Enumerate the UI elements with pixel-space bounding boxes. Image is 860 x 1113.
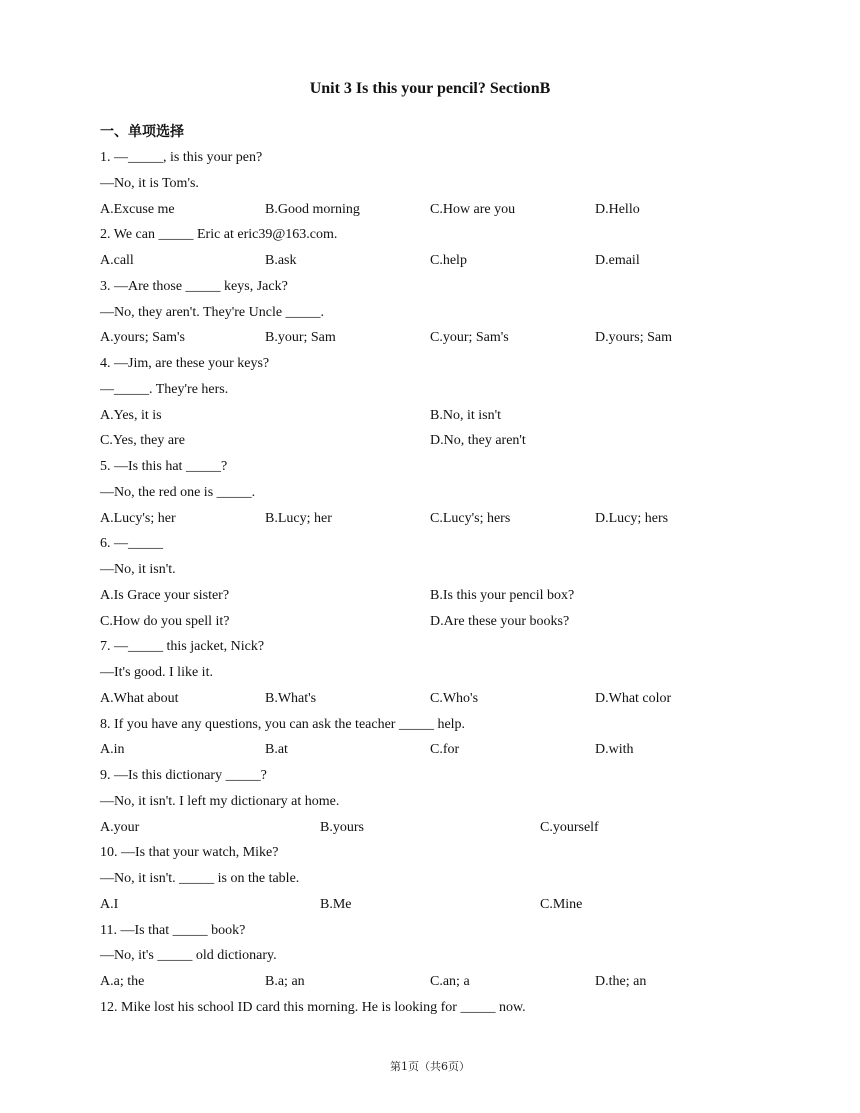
question-response-line: —No, it is Tom's. bbox=[100, 175, 199, 191]
option-d: D.with bbox=[595, 742, 634, 758]
option-c: C.Mine bbox=[540, 896, 583, 912]
option-c: C.yourself bbox=[540, 819, 599, 835]
options-row bbox=[100, 405, 780, 431]
options-row bbox=[100, 688, 780, 714]
question-8 bbox=[100, 714, 780, 766]
question-7 bbox=[100, 636, 780, 713]
question-list bbox=[100, 147, 780, 1023]
question-stem: 4. —Jim, are these your keys? bbox=[100, 356, 270, 371]
page-title: Unit 3 Is this your pencil? SectionB bbox=[309, 80, 551, 97]
option-c: C.How are you bbox=[430, 201, 516, 217]
option-d: D.Hello bbox=[595, 201, 640, 217]
question-11 bbox=[100, 920, 780, 997]
option-a: A.a; the bbox=[100, 974, 145, 989]
option-a: A.your bbox=[100, 819, 140, 835]
option-b: B.What's bbox=[265, 690, 317, 706]
options-row bbox=[100, 611, 780, 637]
option-d: D.Lucy; hers bbox=[595, 510, 669, 526]
question-stem: 10. —Is that your watch, Mike? bbox=[100, 845, 279, 861]
option-a: A.I bbox=[100, 896, 119, 912]
question-9 bbox=[100, 765, 780, 842]
question-stem: 1. —_____, is this your pen? bbox=[100, 150, 263, 165]
option-d: D.What color bbox=[595, 690, 672, 706]
question-stem: 9. —Is this dictionary _____? bbox=[100, 768, 267, 783]
question-response-line: —No, it's _____ old dictionary. bbox=[100, 948, 277, 964]
option-c: C.Yes, they are bbox=[100, 433, 185, 449]
question-3 bbox=[100, 276, 780, 353]
options-row bbox=[100, 508, 780, 534]
question-1 bbox=[100, 147, 780, 224]
option-b: B.Is this your pencil box? bbox=[430, 587, 575, 603]
question-2 bbox=[100, 224, 780, 276]
question-4 bbox=[100, 353, 780, 456]
question-response-line: —It's good. I like it. bbox=[100, 665, 213, 680]
question-response-line: —No, they aren't. They're Uncle _____. bbox=[100, 304, 325, 320]
option-b: B.your; Sam bbox=[265, 330, 336, 346]
question-stem: 2. We can _____ Eric at eric39@163.com. bbox=[100, 227, 338, 243]
option-a: A.in bbox=[100, 742, 125, 758]
question-6 bbox=[100, 533, 780, 636]
option-a: A.Lucy's; her bbox=[100, 510, 176, 526]
section-heading: 一、单项选择 bbox=[100, 124, 184, 140]
question-stem: 12. Mike lost his school ID card this morning. He is looking for _____ now. bbox=[100, 999, 526, 1015]
options-row bbox=[100, 971, 780, 997]
option-b: B.Lucy; her bbox=[265, 510, 332, 526]
option-b: B.Me bbox=[320, 896, 352, 912]
question-10 bbox=[100, 842, 780, 919]
question-5 bbox=[100, 456, 780, 533]
option-c: C.for bbox=[430, 742, 460, 758]
option-b: B.No, it isn't bbox=[430, 407, 501, 423]
option-a: A.call bbox=[100, 253, 134, 268]
option-b: B.yours bbox=[320, 819, 364, 835]
question-response-line: —No, it isn't. I left my dictionary at home. bbox=[100, 793, 340, 809]
question-stem: 3. —Are those _____ keys, Jack? bbox=[100, 278, 288, 294]
option-c: C.Lucy's; hers bbox=[430, 510, 511, 526]
options-row bbox=[100, 199, 780, 225]
question-response-line: —No, it isn't. _____ is on the table. bbox=[100, 871, 300, 886]
option-b: B.ask bbox=[265, 253, 297, 268]
question-response-line: —_____. They're hers. bbox=[100, 381, 229, 397]
option-a: A.Yes, it is bbox=[100, 407, 162, 423]
question-stem: 6. —_____ bbox=[100, 536, 163, 552]
question-12 bbox=[100, 997, 780, 1023]
options-row bbox=[100, 430, 780, 456]
question-stem: 5. —Is this hat _____? bbox=[100, 459, 228, 474]
options-row bbox=[100, 585, 780, 611]
question-response-line: —No, it isn't. bbox=[100, 562, 176, 577]
options-row bbox=[100, 894, 780, 920]
option-d: D.Are these your books? bbox=[430, 613, 570, 629]
option-c: C.Who's bbox=[430, 690, 479, 706]
option-c: C.How do you spell it? bbox=[100, 613, 230, 629]
option-a: A.yours; Sam's bbox=[100, 330, 185, 346]
options-row bbox=[100, 739, 780, 765]
option-a: A.What about bbox=[100, 690, 179, 706]
question-stem: 7. —_____ this jacket, Nick? bbox=[100, 639, 265, 655]
option-a: A.Excuse me bbox=[100, 201, 175, 217]
option-c: C.an; a bbox=[430, 974, 470, 989]
page-footer: 第1页（共6页） bbox=[390, 1060, 470, 1073]
option-c: C.help bbox=[430, 253, 467, 268]
options-row bbox=[100, 817, 780, 843]
options-row bbox=[100, 327, 780, 353]
option-d: D.the; an bbox=[595, 974, 647, 989]
option-d: D.email bbox=[595, 253, 640, 268]
option-b: B.Good morning bbox=[265, 201, 360, 217]
option-d: D.No, they aren't bbox=[430, 433, 526, 449]
option-b: B.a; an bbox=[265, 974, 305, 989]
question-stem: 8. If you have any questions, you can ask the teacher _____ help. bbox=[100, 716, 466, 732]
option-c: C.your; Sam's bbox=[430, 330, 509, 346]
options-row bbox=[100, 250, 780, 276]
question-stem: 11. —Is that _____ book? bbox=[100, 922, 246, 938]
option-a: A.Is Grace your sister? bbox=[100, 587, 230, 603]
option-d: D.yours; Sam bbox=[595, 330, 672, 346]
question-response-line: —No, the red one is _____. bbox=[100, 484, 256, 500]
option-b: B.at bbox=[265, 742, 288, 758]
